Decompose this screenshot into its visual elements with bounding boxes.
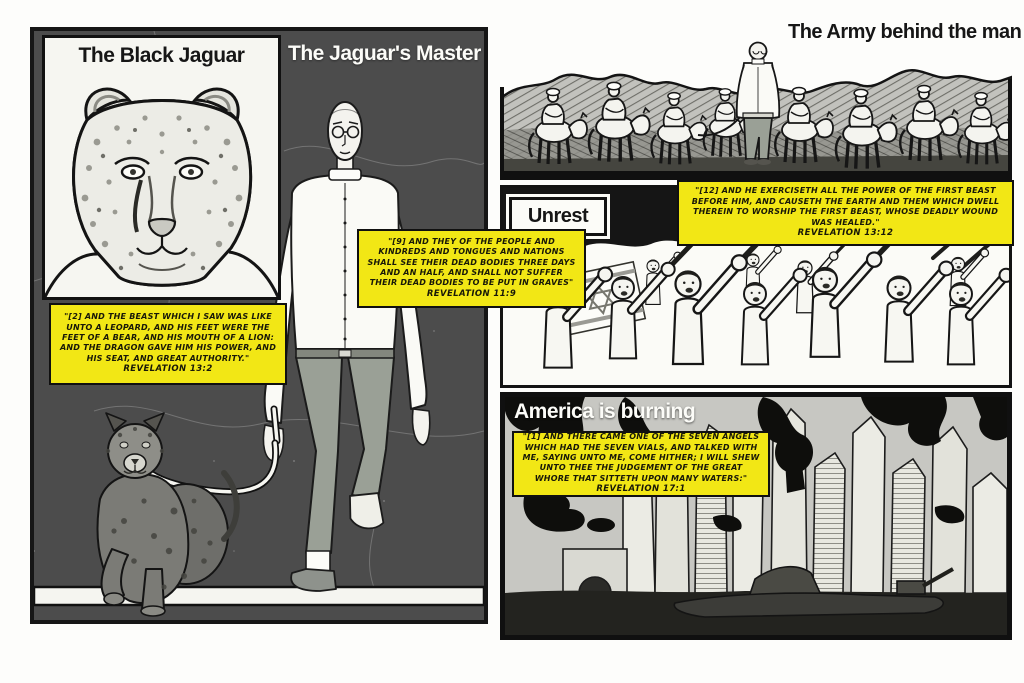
- caption-rev-13-2: [49, 303, 287, 385]
- army-illustration: [500, 27, 1012, 180]
- caption-rev-17-1: [512, 431, 770, 497]
- scripture-ref: REVELATION 13:12: [797, 228, 894, 239]
- caption-rev-13-12: [677, 180, 1014, 246]
- unrest-title: Unrest: [527, 205, 589, 227]
- scripture-ref: REVELATION 17:1: [596, 484, 686, 495]
- scripture-ref: REVELATION 13:2: [123, 364, 213, 375]
- caption-rev-11-9: [357, 229, 586, 308]
- panel-black-jaguar: [42, 35, 281, 300]
- scripture-text: "[9] AND THEY OF THE PEOPLE AND KINDREDS AND TONGUES AND NATIONS SHALL SEE THEIR DEAD BODIES THREE DAYS AND AN HALF, AND SHALL NOT SUFFER THEIR DEAD BODIES TO BE PUT IN GRAVES": [367, 236, 576, 288]
- black-jaguar-title: The Black Jaguar: [78, 44, 245, 67]
- army-title: The Army behind the man: [788, 21, 1022, 43]
- scripture-text: "[12] AND HE EXERCISETH ALL THE POWER OF THE FIRST BEAST BEFORE HIM, AND CAUSETH THE EARTH AND THEM WHICH DWELL THEREIN TO WORSHIP THE FIRST BEAST, WHOSE DEADLY WOUND WAS HEALED.": [691, 186, 1000, 227]
- jaguars-master-title: The Jaguar's Master: [288, 42, 481, 65]
- scripture-ref: REVELATION 11:9: [426, 288, 517, 299]
- scripture-text: "[1] AND THERE CAME ONE OF THE SEVEN ANGELS WHICH HAD THE SEVEN VIALS, AND TALKED WITH ME, SAYING UNTO ME, COME HITHER; I WILL SHEW UNTO THEE THE JUDGEMENT OF THE GREAT WHORE THAT SITTETH UPON MANY WATERS:": [522, 432, 760, 483]
- jaguar-head-illustration: [45, 72, 278, 297]
- scripture-text: "[2] AND THE BEAST WHICH I SAW WAS LIKE UNTO A LEOPARD, AND HIS FEET WERE THE FEET OF A BEAR, AND HIS MOUTH OF A LION: AND THE DRAGON GAVE HIM HIS POWER, AND HIS SEAT, AND GREAT AUTHORITY.": [59, 312, 277, 363]
- panel-america: [500, 392, 1012, 640]
- america-title: America is burning: [514, 400, 696, 423]
- panel-army: [500, 27, 1012, 180]
